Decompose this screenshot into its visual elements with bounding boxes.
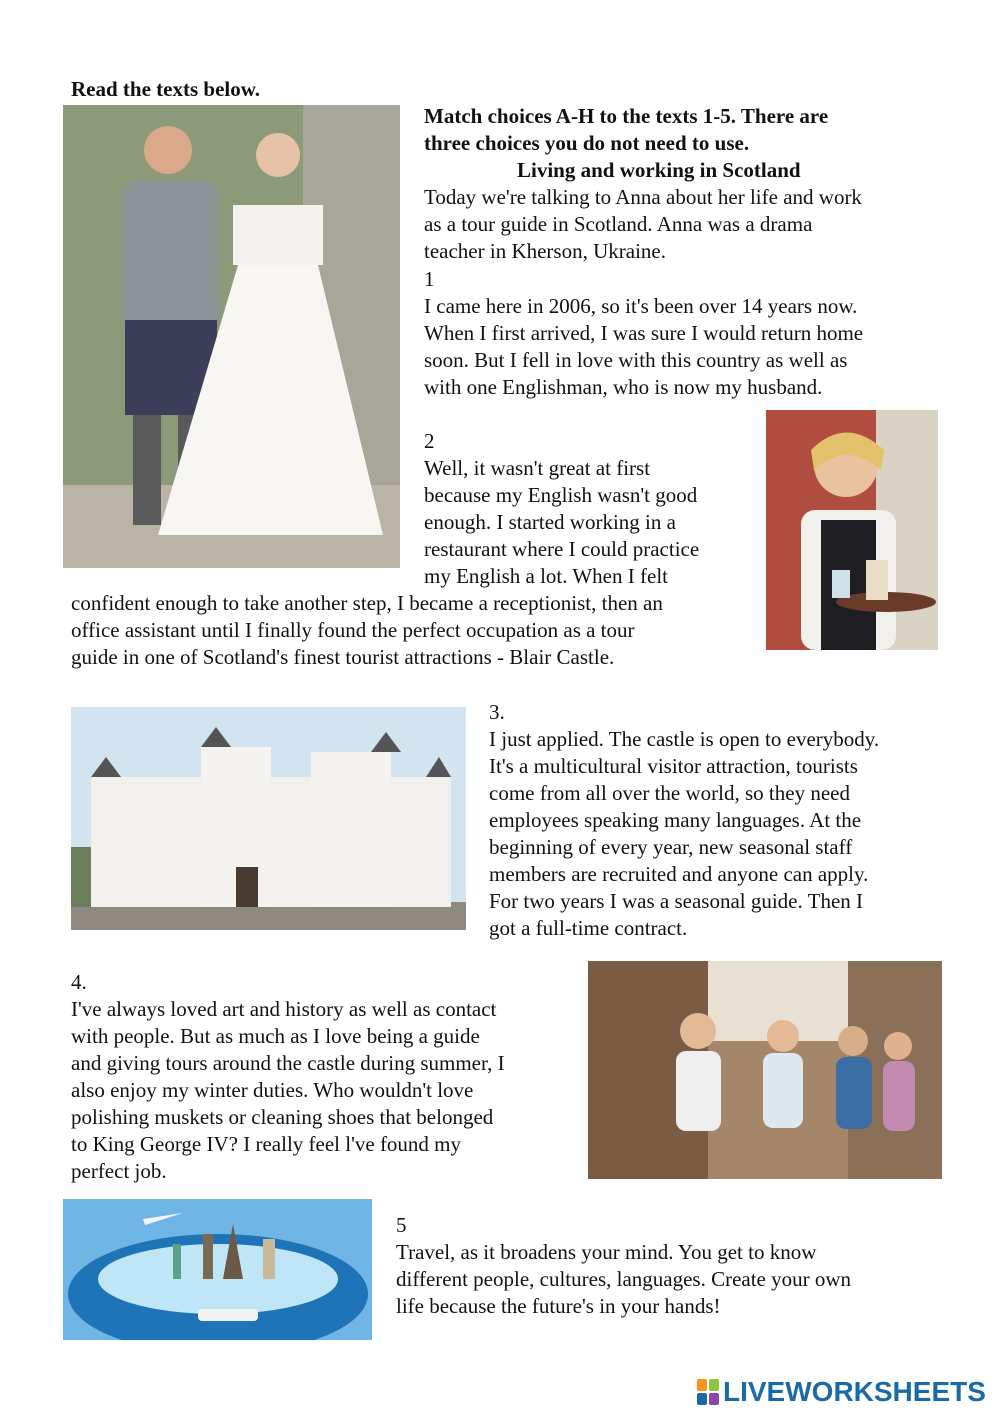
section-5-line: life because the future's in your hands! bbox=[396, 1294, 721, 1318]
wedding-couple-photo bbox=[63, 105, 400, 568]
section-3-line: employees speaking many languages. At the bbox=[489, 808, 862, 832]
section-3-line: It's a multicultural visitor attraction, tourists bbox=[489, 754, 858, 778]
section-3-line: I just applied. The castle is open to everybody. bbox=[489, 727, 880, 751]
section-1-line: I came here in 2006, so it's been over 14 years now. bbox=[424, 294, 858, 318]
waitress-photo bbox=[766, 410, 938, 650]
liveworksheets-logo[interactable] bbox=[697, 1377, 997, 1407]
travel-collage-photo bbox=[63, 1199, 372, 1340]
section-2-line: guide in one of Scotland's finest tourist attractions - Blair Castle. bbox=[71, 645, 615, 669]
section-5-line: different people, cultures, languages. Create your own bbox=[396, 1267, 852, 1291]
section-3-line: members are recruited and anyone can apply. bbox=[489, 862, 869, 886]
liveworksheets-logo-text: LIVEWORKSHEETS bbox=[723, 1376, 986, 1407]
section-2-line: restaurant where I could practice bbox=[424, 537, 700, 561]
intro-line: as a tour guide in Scotland. Anna was a drama bbox=[424, 212, 813, 236]
liveworksheets-logo-icon bbox=[697, 1379, 719, 1405]
article-title: Living and working in Scotland bbox=[517, 158, 801, 182]
section-3-line: beginning of every year, new seasonal staff bbox=[489, 835, 853, 859]
section-4-line: with people. But as much as I love being a guide bbox=[71, 1024, 480, 1048]
wedding-couple-illustration bbox=[63, 105, 400, 568]
intro-line: teacher in Kherson, Ukraine. bbox=[424, 239, 666, 263]
section-4-number: 4. bbox=[71, 970, 87, 994]
section-4-line: I've always loved art and history as well as contact bbox=[71, 997, 497, 1021]
section-4-line: also enjoy my winter duties. Who wouldn't love bbox=[71, 1078, 474, 1102]
section-3-number: 3. bbox=[489, 700, 505, 724]
section-1-line: soon. But I fell in love with this country as well as bbox=[424, 348, 848, 372]
tour-group-photo bbox=[588, 961, 942, 1179]
section-2-line: office assistant until I finally found the perfect occupation as a tour bbox=[71, 618, 635, 642]
match-instruction-line2: three choices you do not need to use. bbox=[424, 131, 750, 155]
section-1-line: When I first arrived, I was sure I would return home bbox=[424, 321, 864, 345]
castle-illustration bbox=[71, 707, 466, 930]
section-3-line: For two years I was a seasonal guide. Then I bbox=[489, 889, 864, 913]
section-5-number: 5 bbox=[396, 1213, 407, 1237]
section-2-number: 2 bbox=[424, 429, 435, 453]
section-1-number: 1 bbox=[424, 267, 435, 291]
section-4-line: polishing muskets or cleaning shoes that belonged bbox=[71, 1105, 494, 1129]
waitress-illustration bbox=[766, 410, 938, 650]
section-3-line: come from all over the world, so they need bbox=[489, 781, 850, 805]
blair-castle-photo bbox=[71, 707, 466, 930]
section-4-line: and giving tours around the castle during summer, I bbox=[71, 1051, 505, 1075]
section-1-line: with one Englishman, who is now my husband. bbox=[424, 375, 823, 399]
intro-line: Today we're talking to Anna about her life and work bbox=[424, 185, 862, 209]
section-2-line: confident enough to take another step, I became a receptionist, then an bbox=[71, 591, 663, 615]
section-2-line: my English a lot. When I felt bbox=[424, 564, 668, 588]
section-3-line: got a full-time contract. bbox=[489, 916, 688, 940]
read-instruction: Read the texts below. bbox=[71, 77, 260, 101]
section-4-line: to King George IV? I really feel l've found my bbox=[71, 1132, 462, 1156]
tour-group-illustration bbox=[588, 961, 942, 1179]
match-instruction-line1: Match choices A-H to the texts 1-5. There are bbox=[424, 104, 829, 128]
section-2-line: Well, it wasn't great at first bbox=[424, 456, 651, 480]
section-2-line: enough. I started working in a bbox=[424, 510, 676, 534]
section-5-line: Travel, as it broadens your mind. You get to know bbox=[396, 1240, 817, 1264]
section-2-line: because my English wasn't good bbox=[424, 483, 698, 507]
section-4-line: perfect job. bbox=[71, 1159, 167, 1183]
travel-collage-illustration bbox=[63, 1199, 372, 1340]
